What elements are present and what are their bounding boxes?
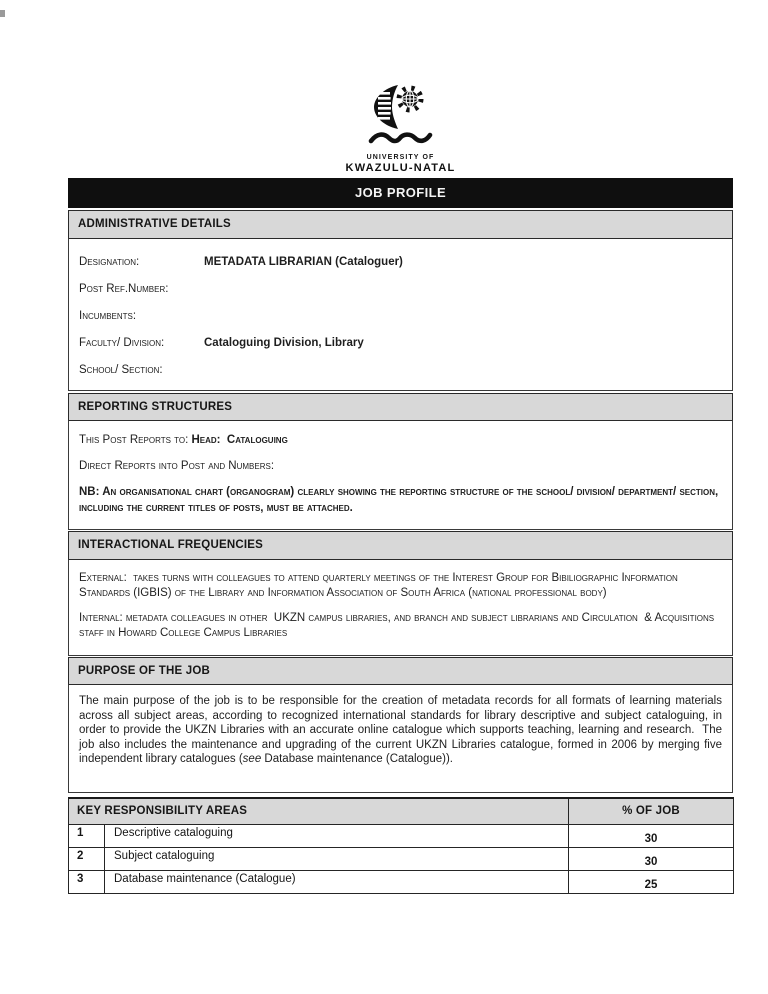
kra-header-cell: KEY RESPONSIBILITY AREAS: [69, 798, 569, 824]
admin-row-post-ref-number: [69, 278, 732, 305]
reports-to-label: This Post Reports to:: [79, 434, 192, 446]
section-header-purpose-of-the-job: PURPOSE OF THE JOB: [68, 657, 733, 685]
responsibility-area-cell: Descriptive cataloguing: [105, 824, 569, 847]
admin-row-incumbents: [69, 305, 732, 332]
purpose-text-part2: Database maintenance (Catalogue)).: [261, 753, 453, 766]
pct-of-job-cell: 25: [569, 870, 734, 893]
section-header-interactional-frequencies: INTERACTIONAL FREQUENCIES: [68, 531, 733, 560]
admin-row-faculty-division: [69, 332, 732, 359]
table-row: [69, 847, 734, 870]
administrative-details-box: [68, 238, 733, 391]
reporting-structures-box: [68, 420, 733, 530]
table-row: [69, 870, 734, 893]
admin-row-label: Designation:: [79, 256, 140, 268]
purpose-see-italic: see: [242, 753, 262, 766]
section-header-administrative-details: ADMINISTRATIVE DETAILS: [68, 210, 733, 239]
row-number-cell: 2: [69, 847, 105, 870]
interactional-frequencies-box: [68, 559, 733, 656]
pct-of-job-cell: 30: [569, 824, 734, 847]
row-number-cell: 1: [69, 824, 105, 847]
nb-note: NB: An organisational chart (organogram) clearly showing the reporting structure of the school/ division/ department/ section, including the current titles of posts, must be attached.: [79, 486, 719, 514]
section-header-reporting-structures: REPORTING STRUCTURES: [68, 393, 733, 421]
pct-of-job-cell: 30: [569, 847, 734, 870]
responsibility-area-cell: Subject cataloguing: [105, 847, 569, 870]
admin-row-value: METADATA LIBRARIAN (Cataloguer): [204, 256, 403, 268]
admin-row-label: Incumbents:: [79, 310, 137, 322]
purpose-of-the-job-box: [68, 684, 733, 793]
responsibility-area-cell: Database maintenance (Catalogue): [105, 870, 569, 893]
admin-row-value: Cataloguing Division, Library: [204, 337, 364, 349]
logo-university-of-text: UNIVERSITY OF: [366, 154, 435, 161]
table-header-row: [69, 798, 734, 824]
internal-paragraph: Internal: metadata colleagues in other UKZN campus libraries, and branch and subject librarians and Circulation & Acquisitions staff in Howard College Campus Libraries: [79, 612, 718, 639]
table-row: [69, 824, 734, 847]
purpose-paragraph: [79, 694, 726, 767]
scan-artifact: [0, 10, 5, 17]
job-profile-title-bar: JOB PROFILE: [68, 178, 733, 208]
ukzn-emblem-icon: [368, 84, 434, 148]
key-responsibility-table: [68, 797, 734, 894]
admin-row-designation: [69, 251, 732, 278]
admin-row-label: Post Ref.Number:: [79, 283, 169, 295]
reports-to-line: [79, 434, 722, 446]
reports-to-value: Head: Cataloguing: [191, 434, 288, 446]
admin-row-label: Faculty/ Division:: [79, 337, 165, 349]
purpose-text-part1: The main purpose of the job is to be responsible for the creation of metadata records for all formats of learning materials across all subject areas, according to recognized international standards for library descriptive and subject cataloguing, in order to provide the UKZN Libraries with an accurate online catalogue which supports teaching, learning and research. The job also includes the maintenance and upgrading of the current UKZN Libraries catalogue, formed in 2006 by merging five independent library catalogues (: [79, 695, 726, 766]
ukzn-logo: [68, 84, 733, 174]
logo-kwazulu-natal-text: KWAZULU-NATAL: [345, 162, 456, 174]
row-number-cell: 3: [69, 870, 105, 893]
admin-row-school-section: [69, 359, 732, 386]
direct-reports-line: Direct Reports into Post and Numbers:: [79, 460, 275, 472]
external-paragraph: External: takes turns with colleagues to attend quarterly meetings of the Interest Group for Bibiliographic Information Standards (IGBIS) of the Library and Information Association of South Africa (national professional body): [79, 572, 682, 599]
admin-row-label: School/ Section:: [79, 364, 163, 376]
pct-header-cell: % OF JOB: [569, 798, 734, 824]
